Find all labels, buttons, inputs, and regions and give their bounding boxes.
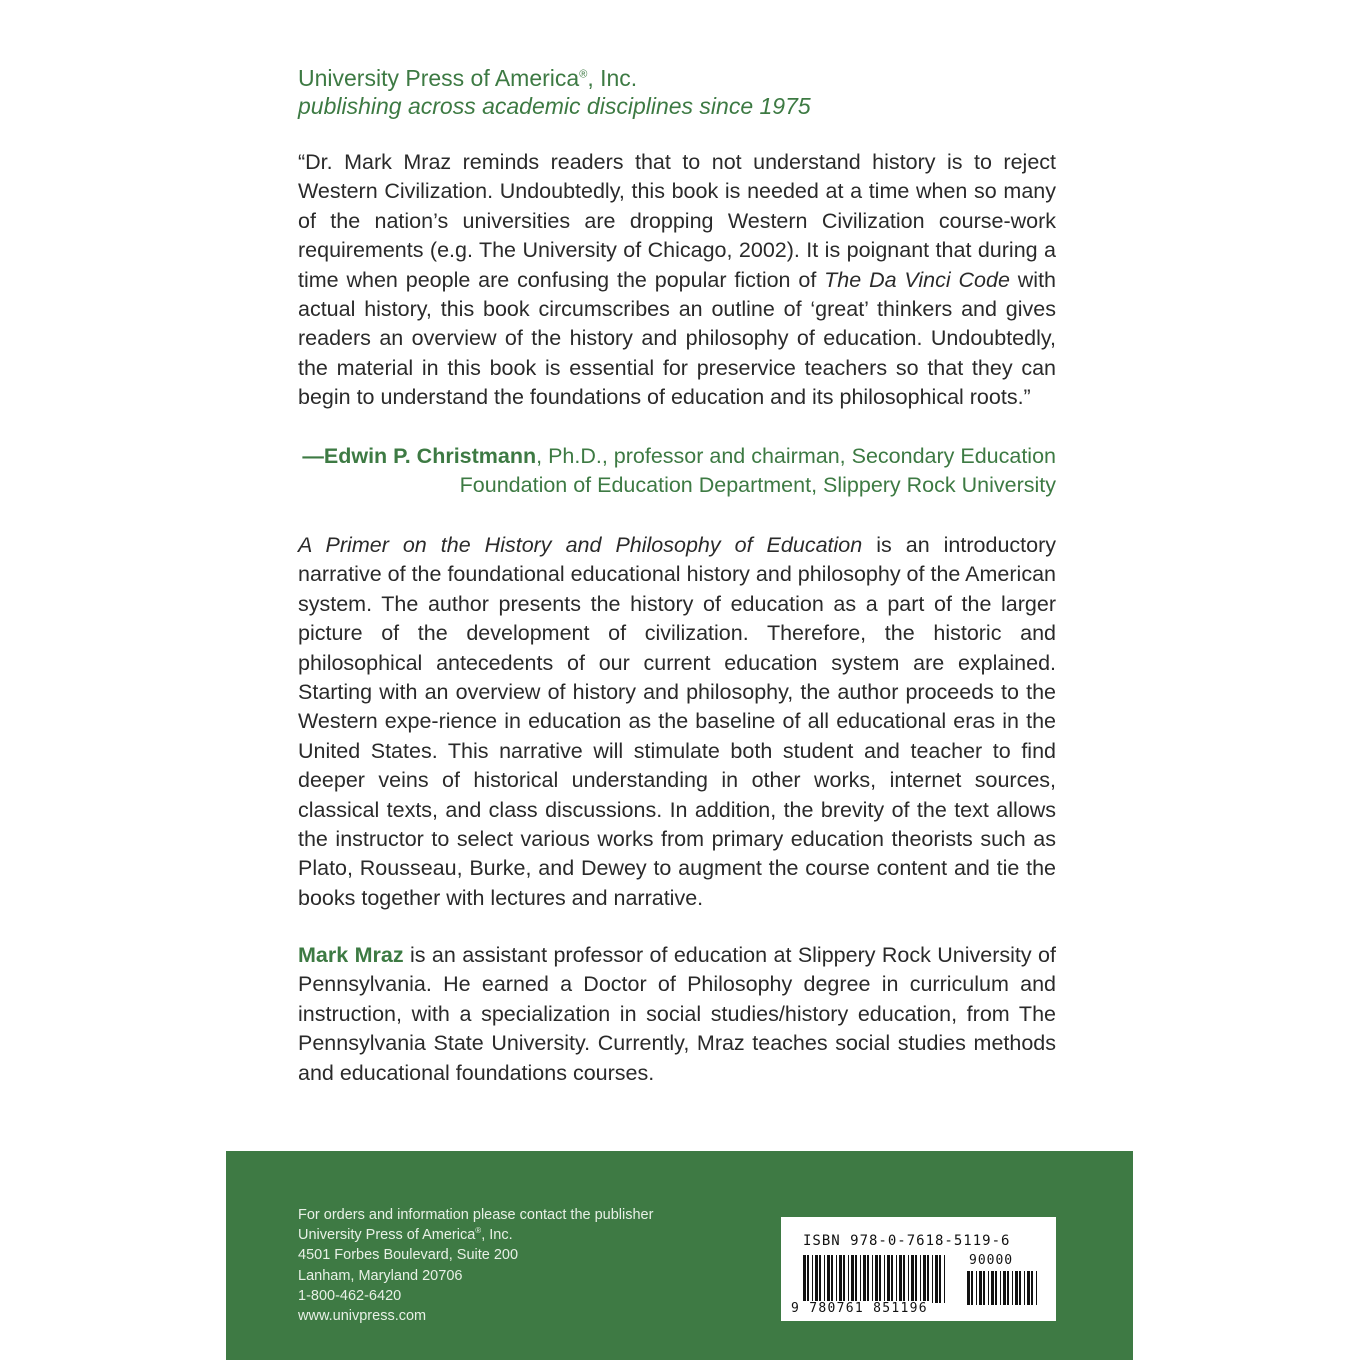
book-description: A Primer on the History and Philosophy of Education is an introductory narrative of the foundational educational history and philosophy of the American system. The author presents the history of education as a part of the larger picture of the development of civilization. Therefore, the historic and philosophical antecedents of our current education system are explained. Starting with an overview of history and philosophy, the author proceeds to the Western expe-rience in education as the baseline of all educational eras in the United States. This narrative will stimulate both student and teacher to find deeper veins of historical understanding in other works, internet sources, classical texts, and class discussions. In addition, the brevity of the text allows the instructor to select various works from primary education theorists such as Plato, Rousseau, Burke, and Dewey to augment the course content and tie the books together with lectures and narrative. bbox=[298, 533, 1056, 910]
barcode-bar bbox=[1000, 1271, 1001, 1305]
barcode-bar bbox=[812, 1255, 813, 1303]
barcode-bar bbox=[879, 1255, 881, 1303]
barcode-bar bbox=[1019, 1271, 1021, 1305]
barcode-bar bbox=[824, 1255, 825, 1303]
barcode-bar bbox=[860, 1255, 861, 1303]
publisher-contact bbox=[298, 1205, 653, 1326]
endorser-name: —Edwin P. Christmann bbox=[302, 444, 537, 468]
footer-band bbox=[226, 1151, 1133, 1360]
barcode-bar bbox=[819, 1255, 821, 1303]
contact-street: 4501 Forbes Boulevard, Suite 200 bbox=[298, 1247, 519, 1264]
barcode-bar bbox=[939, 1255, 941, 1303]
barcode-bar bbox=[896, 1255, 897, 1303]
author-name: Mark Mraz bbox=[298, 943, 404, 967]
contact-city: Lanham, Maryland 20706 bbox=[298, 1267, 463, 1284]
barcode-bar bbox=[1027, 1271, 1030, 1305]
barcode-bar bbox=[1024, 1271, 1025, 1305]
barcode-bar bbox=[915, 1255, 917, 1303]
barcode-bar bbox=[872, 1255, 873, 1303]
barcode-bar bbox=[899, 1255, 902, 1303]
barcode-bar bbox=[1036, 1271, 1037, 1305]
barcode-bar bbox=[983, 1271, 985, 1305]
publisher-header bbox=[298, 64, 1058, 120]
barcode-bar bbox=[1015, 1271, 1018, 1305]
isbn-label: ISBN 978-0-7618-5119-6 bbox=[803, 1233, 1011, 1249]
barcode-bar bbox=[991, 1271, 994, 1305]
contact-website: www.univpress.com bbox=[298, 1308, 427, 1325]
barcode-bar bbox=[855, 1255, 857, 1303]
addon-barcode-bars bbox=[967, 1271, 1037, 1305]
barcode-bar bbox=[979, 1271, 982, 1305]
endorsement-quote: “Dr. Mark Mraz reminds readers that to not understand history is to reject Western Civilization. Undoubtedly, this book is needed at a time when so many of the nation’s universities are dropping Western Civilization course-work requirements (e.g. The University of Chicago, 2002). It is poignant that during a time when people are confusing the popular fiction of The Da Vinci Code with actual history, this book circumscribes an outline of ‘great’ thinkers and gives readers an overview of the history and philosophy of education. Undoubtedly, the material in this book is essential for preservice teachers so that they can begin to understand the foundations of education and its philosophical roots.” bbox=[298, 150, 1057, 410]
barcode-bar bbox=[843, 1255, 845, 1303]
barcode-bar bbox=[836, 1255, 837, 1303]
barcode-bar bbox=[863, 1255, 866, 1303]
barcode-bar bbox=[967, 1271, 970, 1305]
barcode-bar bbox=[995, 1271, 997, 1305]
barcode-bar bbox=[867, 1255, 869, 1303]
barcode-bar bbox=[971, 1271, 973, 1305]
barcode-bar bbox=[807, 1255, 809, 1303]
barcode-bar bbox=[831, 1255, 833, 1303]
barcode-bar bbox=[887, 1255, 890, 1303]
barcode-bar bbox=[988, 1271, 989, 1305]
barcode-bars bbox=[803, 1255, 949, 1303]
barcode-bar bbox=[927, 1255, 929, 1303]
book-title-reference: The Da Vinci Code bbox=[824, 267, 1010, 292]
barcode-bar bbox=[884, 1255, 885, 1303]
publisher-tagline: publishing across academic disciplines since 1975 bbox=[298, 93, 811, 119]
contact-intro: For orders and information please contact the publisher bbox=[298, 1207, 654, 1223]
barcode-bar bbox=[851, 1255, 854, 1303]
barcode-bar bbox=[815, 1255, 818, 1303]
contact-publisher: University Press of America®, Inc. bbox=[298, 1226, 513, 1244]
barcode-digits: 9 780761 851196 bbox=[791, 1301, 928, 1316]
barcode-bar bbox=[923, 1255, 926, 1303]
barcode-bar bbox=[976, 1271, 977, 1305]
author-bio: Mark Mraz is an assistant professor of education at Slippery Rock University of Pennsylvania. He earned a Doctor of Philosophy degree in curriculum and instruction, with a specialization in social studies/history education, from The Pennsylvania State University. Currently, Mraz teaches social studies methods and educational foundations courses. bbox=[298, 943, 1056, 1085]
addon-code: 90000 bbox=[969, 1253, 1014, 1268]
barcode-bar bbox=[803, 1255, 806, 1303]
barcode-bar bbox=[935, 1255, 938, 1303]
barcode-bar bbox=[1031, 1271, 1033, 1305]
barcode-bar bbox=[839, 1255, 842, 1303]
barcode-bar bbox=[903, 1255, 905, 1303]
barcode-bar bbox=[891, 1255, 893, 1303]
barcode-bar bbox=[1012, 1271, 1013, 1305]
publisher-name: University Press of America®, Inc. bbox=[298, 65, 638, 91]
barcode-box bbox=[781, 1217, 1056, 1321]
contact-phone: 1-800-462-6420 bbox=[298, 1287, 402, 1304]
book-title: A Primer on the History and Philosophy of Education bbox=[298, 533, 863, 557]
barcode-bar bbox=[827, 1255, 830, 1303]
barcode-bar bbox=[908, 1255, 909, 1303]
barcode-bar bbox=[944, 1255, 945, 1303]
barcode-bar bbox=[932, 1255, 933, 1303]
barcode-bar bbox=[1003, 1271, 1006, 1305]
quote-attribution: —Edwin P. Christmann, Ph.D., professor and chairman, Secondary Education Foundation of Education Department, Slippery Rock University bbox=[302, 444, 1056, 498]
barcode-bar bbox=[875, 1255, 878, 1303]
barcode-bar bbox=[848, 1255, 849, 1303]
barcode-bar bbox=[911, 1255, 914, 1303]
barcode-bar bbox=[1007, 1271, 1009, 1305]
barcode-bar bbox=[920, 1255, 921, 1303]
